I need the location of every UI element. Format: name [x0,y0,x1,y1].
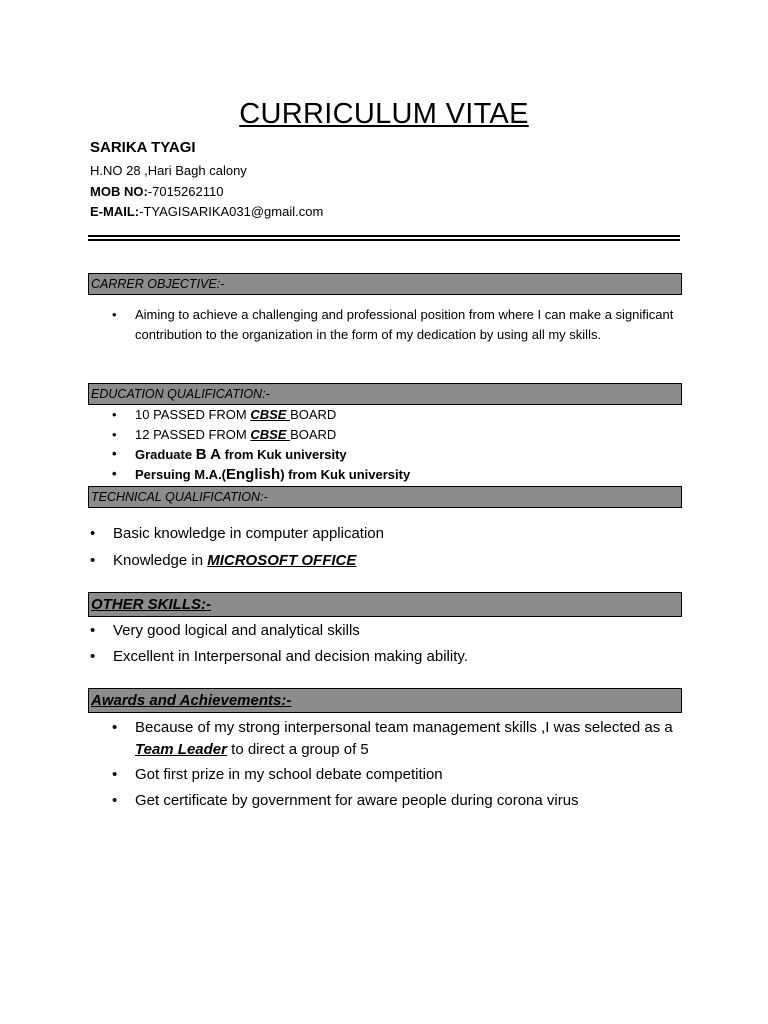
address-line: H.NO 28 ,Hari Bagh calony [90,163,247,178]
education-item-graduate: • Graduate B A from Kuk university [135,446,347,463]
header-divider-top [88,235,680,237]
subject-name: English [226,466,281,483]
awards-item-debate: • Got first prize in my school debate competition [135,766,443,783]
email-line [90,204,323,219]
software-name: MICROSOFT OFFICE [207,552,357,569]
mobile-label: MOB NO: [90,184,148,199]
technical-item-computer: • Basic knowledge in computer application [113,525,384,542]
education-item-10th: • 10 PASSED FROM CBSE BOARD [135,407,336,422]
board-name: CBSE [250,407,291,422]
role-name: Team Leader [135,741,227,758]
email-value: -TYAGISARIKA031@gmail.com [139,204,324,219]
section-heading-skills: OTHER SKILLS:- [88,592,682,617]
technical-item-office: • Knowledge in MICROSOFT OFFICE [113,552,356,569]
mobile-value: -7015262110 [147,184,224,199]
document-title: CURRICULUM VITAE [239,98,529,130]
section-heading-awards: Awards and Achievements:- [88,688,682,713]
education-item-ma: • Persuing M.A.(English) from Kuk university [135,466,410,483]
board-name: CBSE [250,427,291,442]
degree-name: B A [195,446,221,463]
skills-item-interpersonal: • Excellent in Interpersonal and decision making ability. [113,648,468,665]
mobile-line [90,184,223,199]
awards-item-team-leader: • Because of my strong interpersonal team management skills ,I was selected as a Team Leader to direct a group of 5 [135,717,680,761]
objective-text: • Aiming to achieve a challenging and professional position from where I can make a significant contribution to the organization in the form of my dedication by using all my skills. [135,305,675,344]
header-divider-bottom [88,239,680,241]
section-heading-objective: CARRER OBJECTIVE:- [88,273,682,295]
awards-item-certificate: • Get certificate by government for aware people during corona virus [135,792,579,809]
candidate-name: SARIKA TYAGI [90,139,196,156]
section-heading-technical: TECHNICAL QUALIFICATION:- [88,486,682,508]
education-item-12th: • 12 PASSED FROM CBSE BOARD [135,427,336,442]
email-label: E-MAIL: [90,204,140,219]
section-heading-education: EDUCATION QUALIFICATION:- [88,383,682,405]
skills-item-logical: • Very good logical and analytical skills [113,622,360,639]
